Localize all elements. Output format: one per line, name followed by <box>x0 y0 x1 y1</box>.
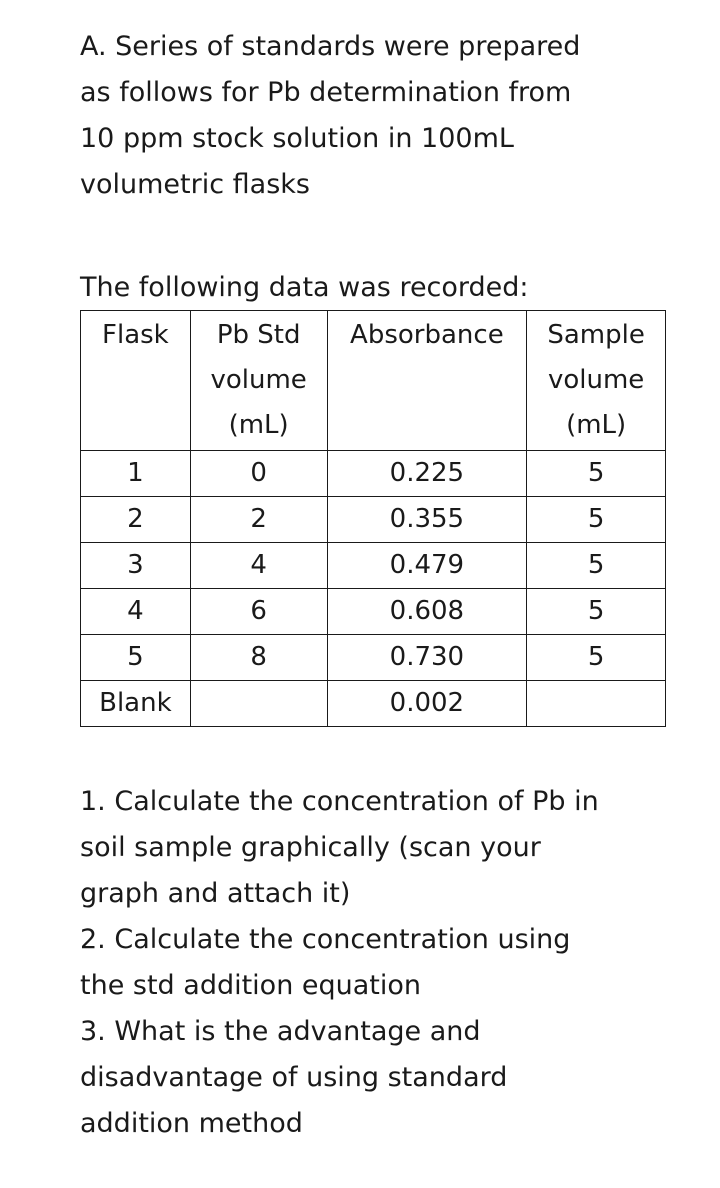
table-header <box>81 311 666 451</box>
cell-flask: 2 <box>81 497 191 543</box>
intro-line: 10 ppm stock solution in 100mL <box>80 123 514 154</box>
question-line: graph and attach it) <box>80 878 351 909</box>
data-table <box>80 310 666 727</box>
questions-section <box>80 779 680 1147</box>
question-line: soil sample graphically (scan your <box>80 832 541 863</box>
cell-absorbance: 0.355 <box>327 497 527 543</box>
cell-absorbance: 0.730 <box>327 635 527 681</box>
table-row <box>81 543 666 589</box>
cell-flask: 5 <box>81 635 191 681</box>
cell-pb-std-volume: 8 <box>190 635 327 681</box>
cell-sample-volume <box>527 681 666 727</box>
cell-pb-std-volume <box>190 681 327 727</box>
header-text: (mL) <box>228 410 289 440</box>
header-text: volume <box>547 365 645 395</box>
table-body <box>81 451 666 727</box>
table-row <box>81 681 666 727</box>
question-line: addition method <box>80 1108 303 1139</box>
header-pb-std-volume <box>190 311 327 451</box>
header-flask <box>81 311 191 451</box>
header-absorbance <box>327 311 527 451</box>
cell-absorbance: 0.225 <box>327 451 527 497</box>
header-text: Absorbance <box>350 320 504 350</box>
question-line: 3. What is the advantage and <box>80 1016 481 1047</box>
cell-flask: 3 <box>81 543 191 589</box>
cell-pb-std-volume: 4 <box>190 543 327 589</box>
intro-line: volumetric flasks <box>80 169 310 200</box>
cell-flask: 4 <box>81 589 191 635</box>
cell-sample-volume: 5 <box>527 589 666 635</box>
cell-flask: 1 <box>81 451 191 497</box>
header-text: Flask <box>102 320 169 350</box>
cell-sample-volume: 5 <box>527 451 666 497</box>
header-text: volume <box>210 365 307 395</box>
cell-sample-volume: 5 <box>527 635 666 681</box>
question-line: the std addition equation <box>80 970 422 1001</box>
question-line: 2. Calculate the concentration using <box>80 924 571 955</box>
table-row <box>81 589 666 635</box>
table-row <box>81 635 666 681</box>
cell-pb-std-volume: 0 <box>190 451 327 497</box>
question-line: 1. Calculate the concentration of Pb in <box>80 786 599 817</box>
header-text: Pb Std <box>216 320 301 350</box>
header-text: Sample <box>547 320 645 350</box>
cell-absorbance: 0.608 <box>327 589 527 635</box>
cell-sample-volume: 5 <box>527 497 666 543</box>
intro-line: A. Series of standards were prepared <box>80 31 581 62</box>
cell-absorbance: 0.479 <box>327 543 527 589</box>
cell-flask: Blank <box>81 681 191 727</box>
question-line: disadvantage of using standard <box>80 1062 508 1093</box>
cell-pb-std-volume: 2 <box>190 497 327 543</box>
cell-sample-volume: 5 <box>527 543 666 589</box>
header-row <box>81 311 666 451</box>
document-page <box>80 24 680 1147</box>
cell-absorbance: 0.002 <box>327 681 527 727</box>
table-row <box>81 451 666 497</box>
cell-pb-std-volume: 6 <box>190 589 327 635</box>
intro-paragraph <box>80 24 640 208</box>
header-text: (mL) <box>566 410 627 440</box>
table-row <box>81 497 666 543</box>
intro-line: as follows for Pb determination from <box>80 77 572 108</box>
recorded-label: The following data was recorded: <box>80 272 529 303</box>
header-sample-volume <box>527 311 666 451</box>
